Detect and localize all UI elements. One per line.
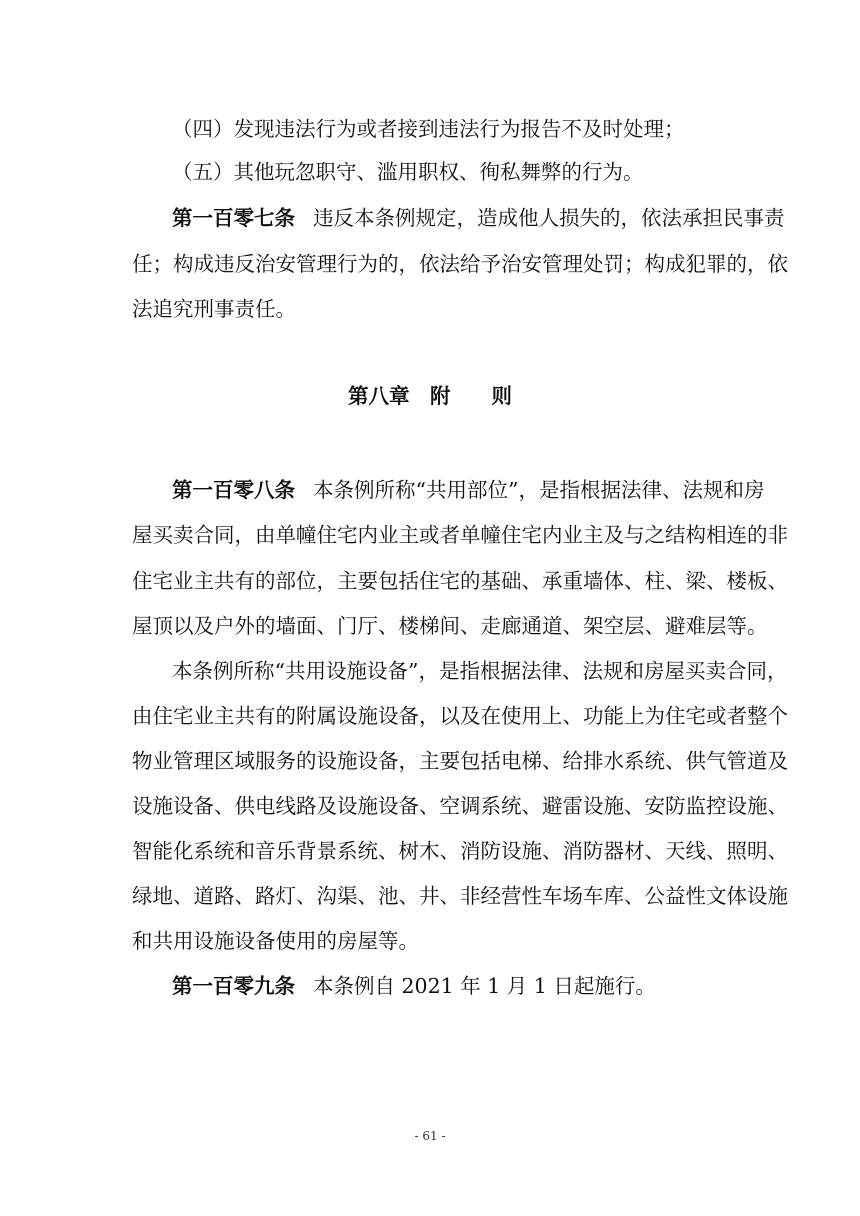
article-108-line-3: 住宅业主共有的部位，主要包括住宅的基础、承重墙体、柱、梁、楼板、 <box>132 569 788 593</box>
facilities-line-1: 本条例所称“共用设施设备”，是指根据法律、法规和房屋买卖合同， <box>172 659 788 683</box>
facilities-line-2: 由住宅业主共有的附属设施设备，以及在使用上、功能上为住宅或者整个 <box>132 704 788 728</box>
article-107-line-2: 任；构成违反治安管理行为的，依法给予治安管理处罚；构成犯罪的，依 <box>132 252 788 276</box>
facilities-line-6: 绿地、道路、路灯、沟渠、池、井、非经营性车场车库、公益性文体设施 <box>132 884 788 908</box>
article-108-line-4: 屋顶以及户外的墙面、门厅、楼梯间、走廊通道、架空层、避难层等。 <box>132 614 768 638</box>
article-108-line-1 <box>172 475 765 505</box>
facilities-line-7: 和共用设施设备使用的房屋等。 <box>132 929 419 953</box>
article-108-line-2: 屋买卖合同，由单幢住宅内业主或者单幢住宅内业主及与之结构相连的非 <box>132 523 788 547</box>
article-108-label: 第一百零八条 <box>172 478 295 502</box>
article-107-line-3: 法追究刑事责任。 <box>132 297 296 321</box>
facilities-line-3: 物业管理区域服务的设施设备，主要包括电梯、给排水系统、供气管道及 <box>132 749 788 773</box>
chapter-heading: 第八章 附 则 <box>348 384 512 408</box>
facilities-line-4: 设施设备、供电线路及设施设备、空调系统、避雷设施、安防监控设施、 <box>132 794 788 818</box>
article-109-label: 第一百零九条 <box>172 974 295 998</box>
facilities-line-5: 智能化系统和音乐背景系统、树木、消防设施、消防器材、天线、照明、 <box>132 839 788 863</box>
paragraph-item-4: （四）发现违法行为或者接到违法行为报告不及时处理； <box>172 117 685 141</box>
article-108-text-1: 本条例所称“共用部位”，是指根据法律、法规和房 <box>313 478 765 502</box>
article-107-text-1: 违反本条例规定，造成他人损失的，依法承担民事责 <box>313 206 785 230</box>
article-107-label: 第一百零七条 <box>172 206 295 230</box>
paragraph-item-5: （五）其他玩忽职守、滥用职权、徇私舞弊的行为。 <box>172 160 644 184</box>
page-number: - 61 - <box>414 1129 446 1143</box>
article-109-text: 本条例自 2021 年 1 月 1 日起施行。 <box>313 974 656 998</box>
article-109-line-1 <box>172 971 756 1001</box>
article-107-line-1 <box>172 203 785 233</box>
